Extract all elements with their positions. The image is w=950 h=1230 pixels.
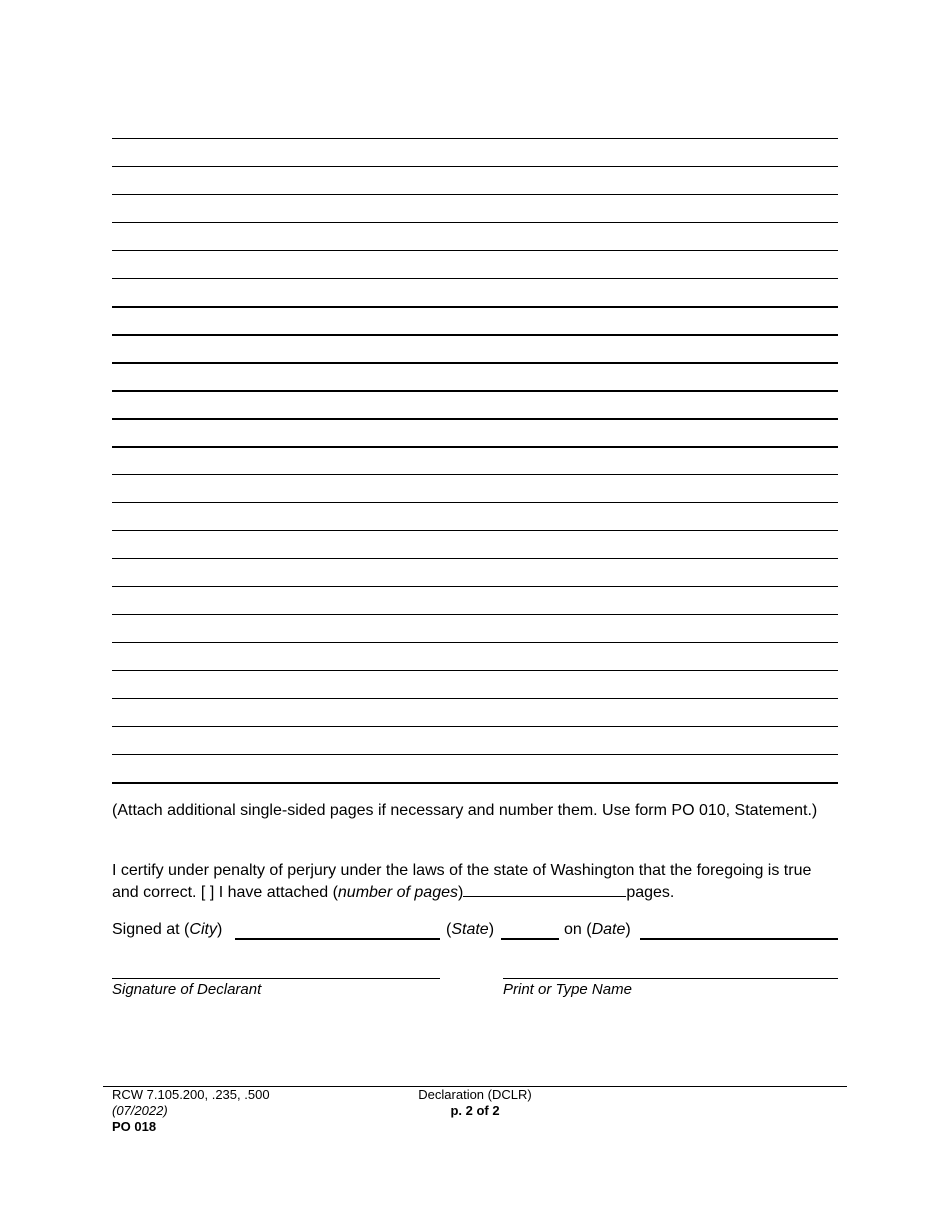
date-field[interactable] (640, 938, 838, 940)
writing-line[interactable] (112, 418, 838, 420)
number-of-pages-field[interactable] (463, 881, 626, 897)
writing-line[interactable] (112, 306, 838, 308)
writing-line[interactable] (112, 334, 838, 336)
certify-close-paren: ) (457, 884, 464, 901)
date-label: on (Date) (564, 921, 631, 938)
signed-at-row (112, 920, 838, 944)
form-number: PO 018 (112, 1119, 157, 1134)
writing-line[interactable] (112, 670, 838, 671)
writing-line[interactable] (112, 530, 838, 531)
signed-at-label: Signed at (City) (112, 921, 223, 938)
writing-line[interactable] (112, 138, 838, 139)
writing-line[interactable] (112, 222, 838, 223)
footer-center (375, 1087, 575, 1119)
rcw-citation: RCW 7.105.200, .235, .500 (112, 1087, 270, 1102)
page-number: p. 2 of 2 (450, 1103, 500, 1118)
print-name-field[interactable] (503, 978, 838, 979)
number-of-pages-label: number of pages (337, 884, 458, 901)
writing-line[interactable] (112, 250, 838, 251)
form-title: Declaration (DCLR) (418, 1087, 532, 1102)
writing-line[interactable] (112, 558, 838, 559)
writing-line[interactable] (112, 586, 838, 587)
city-field[interactable] (235, 938, 440, 940)
writing-line[interactable] (112, 474, 838, 475)
state-field[interactable] (501, 938, 559, 940)
state-label: (State) (446, 921, 495, 938)
attach-pages-note: (Attach additional single-sided pages if necessary and number them. Use form PO 010, Statement.) (112, 802, 818, 819)
print-or-type-name-label: Print or Type Name (503, 981, 632, 998)
writing-line[interactable] (112, 754, 838, 755)
city-label: City (189, 921, 217, 938)
certification-statement (112, 861, 838, 903)
writing-line[interactable] (112, 166, 838, 167)
writing-line[interactable] (112, 446, 838, 448)
writing-line[interactable] (112, 782, 838, 784)
writing-line[interactable] (112, 362, 838, 364)
writing-line[interactable] (112, 614, 838, 615)
writing-line[interactable] (112, 194, 838, 195)
declarant-signature-field[interactable] (112, 978, 440, 979)
pages-suffix: pages. (626, 884, 675, 901)
writing-line[interactable] (112, 726, 838, 727)
revision-date: (07/2022) (112, 1103, 168, 1118)
footer-left (112, 1087, 270, 1135)
writing-line[interactable] (112, 642, 838, 643)
writing-line[interactable] (112, 502, 838, 503)
writing-line[interactable] (112, 698, 838, 699)
signature-of-declarant-label: Signature of Declarant (112, 981, 262, 998)
certify-text: I certify under penalty of perjury under the laws of the state of Washington that the foregoing is true and correct. [ ] I have attached ( (112, 862, 812, 901)
writing-line[interactable] (112, 390, 838, 392)
writing-line[interactable] (112, 278, 838, 279)
